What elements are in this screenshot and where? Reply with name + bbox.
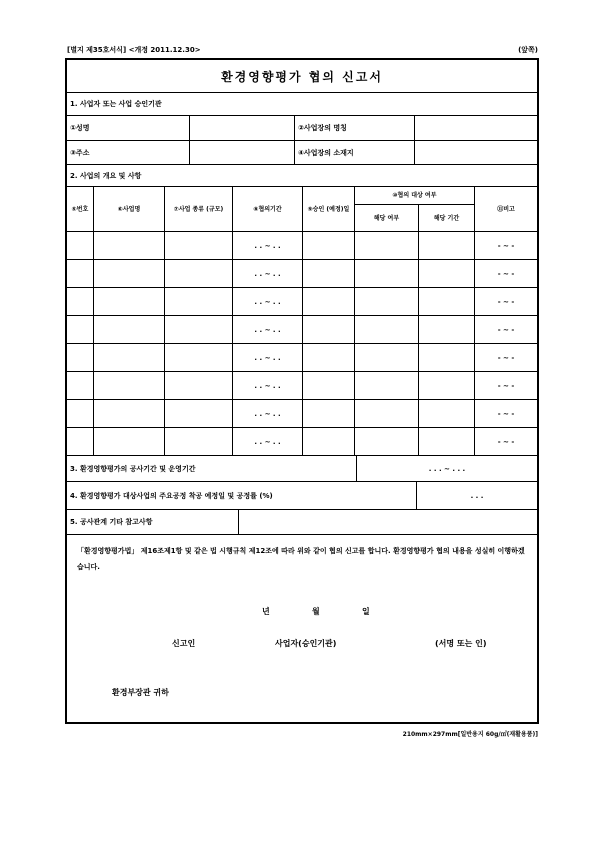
remark-cell[interactable]: - ~ - bbox=[497, 297, 515, 306]
form-number: [별지 제35호서식] <개정 2011.12.30> bbox=[67, 46, 201, 54]
table-cell[interactable] bbox=[355, 344, 419, 371]
table-row bbox=[67, 316, 537, 344]
section2-label: 2. 사업의 개요 및 사항 bbox=[67, 165, 537, 187]
period-cell[interactable]: . . ~ . . bbox=[233, 232, 303, 259]
remark-cell[interactable]: - ~ - bbox=[497, 409, 515, 418]
table-row bbox=[67, 372, 537, 400]
table-cell[interactable] bbox=[94, 288, 165, 315]
col-number: ⑤번호 bbox=[67, 187, 94, 231]
table-cell[interactable] bbox=[165, 232, 233, 259]
remark-cell[interactable]: - ~ - bbox=[497, 269, 515, 278]
section3-label: 3. 환경영향평가의 공사기간 및 운영기간 bbox=[67, 456, 357, 481]
section1-label: 1. 사업자 또는 사업 승인기관 bbox=[67, 92, 537, 116]
table-row bbox=[67, 288, 537, 316]
subcol-duration: 해당 기간 bbox=[419, 205, 475, 231]
signature-label[interactable]: (서명 또는 인) bbox=[435, 639, 487, 648]
section5-value[interactable] bbox=[239, 510, 537, 534]
table-cell[interactable] bbox=[165, 400, 233, 427]
table-row bbox=[67, 260, 537, 288]
table-cell[interactable] bbox=[165, 372, 233, 399]
section3-value[interactable]: . . . ~ . . . bbox=[428, 464, 466, 473]
table-cell[interactable] bbox=[355, 260, 419, 287]
date-year-label: 년 bbox=[262, 607, 270, 616]
section4-value[interactable]: . . . bbox=[470, 491, 484, 500]
declaration-text: 「환경영향평가법」 제16조제1항 및 같은 법 시행규칙 제12조에 따라 위와 같이 협의 신고를 합니다. 환경영향평가 협의 내용을 성실히 이행하겠습니다. bbox=[77, 547, 525, 571]
workplace-field[interactable] bbox=[415, 116, 537, 140]
table-cell[interactable] bbox=[419, 372, 475, 399]
col-type: ⑦사업 종류 (규모) bbox=[165, 187, 233, 231]
label-location: ④사업장의 소재지 bbox=[295, 141, 415, 164]
table-cell[interactable] bbox=[67, 344, 94, 371]
table-cell[interactable] bbox=[94, 428, 165, 455]
period-cell[interactable]: . . ~ . . bbox=[233, 260, 303, 287]
label-address: ③주소 bbox=[67, 141, 190, 164]
section5-label: 5. 공사관계 기타 참고사항 bbox=[67, 510, 239, 534]
remark-cell[interactable]: - ~ - bbox=[497, 353, 515, 362]
signer-name-label: 사업자(승인기관) bbox=[275, 639, 337, 648]
table-row bbox=[67, 344, 537, 372]
form-title: 환경영향평가 협의 신고서 bbox=[67, 60, 537, 93]
period-cell[interactable]: . . ~ . . bbox=[233, 344, 303, 371]
table-cell[interactable] bbox=[355, 288, 419, 315]
col-approval: ⑨승인 (예정)일 bbox=[303, 187, 355, 231]
col-target: ⑩협의 대상 여부 bbox=[355, 187, 475, 205]
addressee: 환경부장관 귀하 bbox=[112, 688, 169, 697]
table-cell[interactable] bbox=[165, 260, 233, 287]
paper-spec: 210mm×297mm[일반용지 60g/㎡(재활용품)] bbox=[402, 731, 538, 738]
form-frame bbox=[65, 58, 539, 724]
date-day-label: 일 bbox=[362, 607, 370, 616]
table-cell[interactable] bbox=[303, 400, 355, 427]
period-cell[interactable]: . . ~ . . bbox=[233, 288, 303, 315]
signer-role: 신고인 bbox=[172, 639, 196, 648]
period-cell[interactable]: . . ~ . . bbox=[233, 372, 303, 399]
table-cell[interactable] bbox=[67, 316, 94, 343]
section4-row bbox=[67, 482, 537, 510]
table-cell[interactable] bbox=[303, 428, 355, 455]
table-cell[interactable] bbox=[67, 260, 94, 287]
section1-row-2 bbox=[67, 141, 537, 165]
remark-cell[interactable]: - ~ - bbox=[497, 325, 515, 334]
table-cell[interactable] bbox=[419, 260, 475, 287]
period-cell[interactable]: . . ~ . . bbox=[233, 400, 303, 427]
section5-row bbox=[67, 510, 537, 535]
table-cell[interactable] bbox=[165, 288, 233, 315]
table-cell[interactable] bbox=[165, 344, 233, 371]
period-cell[interactable]: . . ~ . . bbox=[233, 428, 303, 455]
table-row bbox=[67, 232, 537, 260]
label-name: ①성명 bbox=[67, 116, 190, 140]
table-cell[interactable] bbox=[355, 428, 419, 455]
table-cell[interactable] bbox=[67, 428, 94, 455]
table-cell[interactable] bbox=[94, 400, 165, 427]
location-field[interactable] bbox=[415, 141, 537, 164]
table-cell[interactable] bbox=[419, 428, 475, 455]
subcol-applies: 해당 여부 bbox=[355, 205, 419, 231]
table-cell[interactable] bbox=[355, 232, 419, 259]
table-cell[interactable] bbox=[303, 372, 355, 399]
section3-row bbox=[67, 456, 537, 482]
table-cell[interactable] bbox=[419, 344, 475, 371]
table-cell[interactable] bbox=[355, 400, 419, 427]
table-cell[interactable] bbox=[94, 316, 165, 343]
table-row bbox=[67, 400, 537, 428]
table-cell[interactable] bbox=[165, 428, 233, 455]
table-cell[interactable] bbox=[303, 232, 355, 259]
table-cell[interactable] bbox=[303, 344, 355, 371]
table-cell[interactable] bbox=[419, 288, 475, 315]
remark-cell[interactable]: - ~ - bbox=[497, 241, 515, 250]
table-cell[interactable] bbox=[67, 232, 94, 259]
table-cell[interactable] bbox=[303, 260, 355, 287]
remark-cell[interactable]: - ~ - bbox=[497, 381, 515, 390]
table-cell[interactable] bbox=[94, 344, 165, 371]
table-cell[interactable] bbox=[67, 288, 94, 315]
table-cell[interactable] bbox=[94, 232, 165, 259]
table-cell[interactable] bbox=[303, 316, 355, 343]
address-field[interactable] bbox=[190, 141, 295, 164]
table-cell[interactable] bbox=[67, 400, 94, 427]
section1-row-1 bbox=[67, 116, 537, 141]
table-row bbox=[67, 428, 537, 456]
table-cell[interactable] bbox=[165, 316, 233, 343]
table-header bbox=[67, 187, 537, 232]
col-project: ⑥사업명 bbox=[94, 187, 165, 231]
table-cell[interactable] bbox=[94, 372, 165, 399]
table-cell[interactable] bbox=[355, 372, 419, 399]
label-workplace: ②사업장의 명칭 bbox=[295, 116, 415, 140]
table-cell[interactable] bbox=[419, 400, 475, 427]
page-indicator: (앞쪽) bbox=[518, 46, 538, 54]
table-cell[interactable] bbox=[303, 288, 355, 315]
table-cell[interactable] bbox=[355, 316, 419, 343]
remark-cell[interactable]: - ~ - bbox=[497, 437, 515, 446]
col-period: ⑧협의기간 bbox=[233, 187, 303, 231]
table-cell[interactable] bbox=[419, 232, 475, 259]
table-cell[interactable] bbox=[94, 260, 165, 287]
table-cell[interactable] bbox=[67, 372, 94, 399]
period-cell[interactable]: . . ~ . . bbox=[233, 316, 303, 343]
table-cell[interactable] bbox=[419, 316, 475, 343]
col-remark: ⑪비고 bbox=[497, 205, 515, 213]
date-month-label: 월 bbox=[312, 607, 320, 616]
name-field[interactable] bbox=[190, 116, 295, 140]
section4-label: 4. 환경영향평가 대상사업의 주요공정 착공 예정일 및 공정률 (%) bbox=[67, 482, 417, 509]
